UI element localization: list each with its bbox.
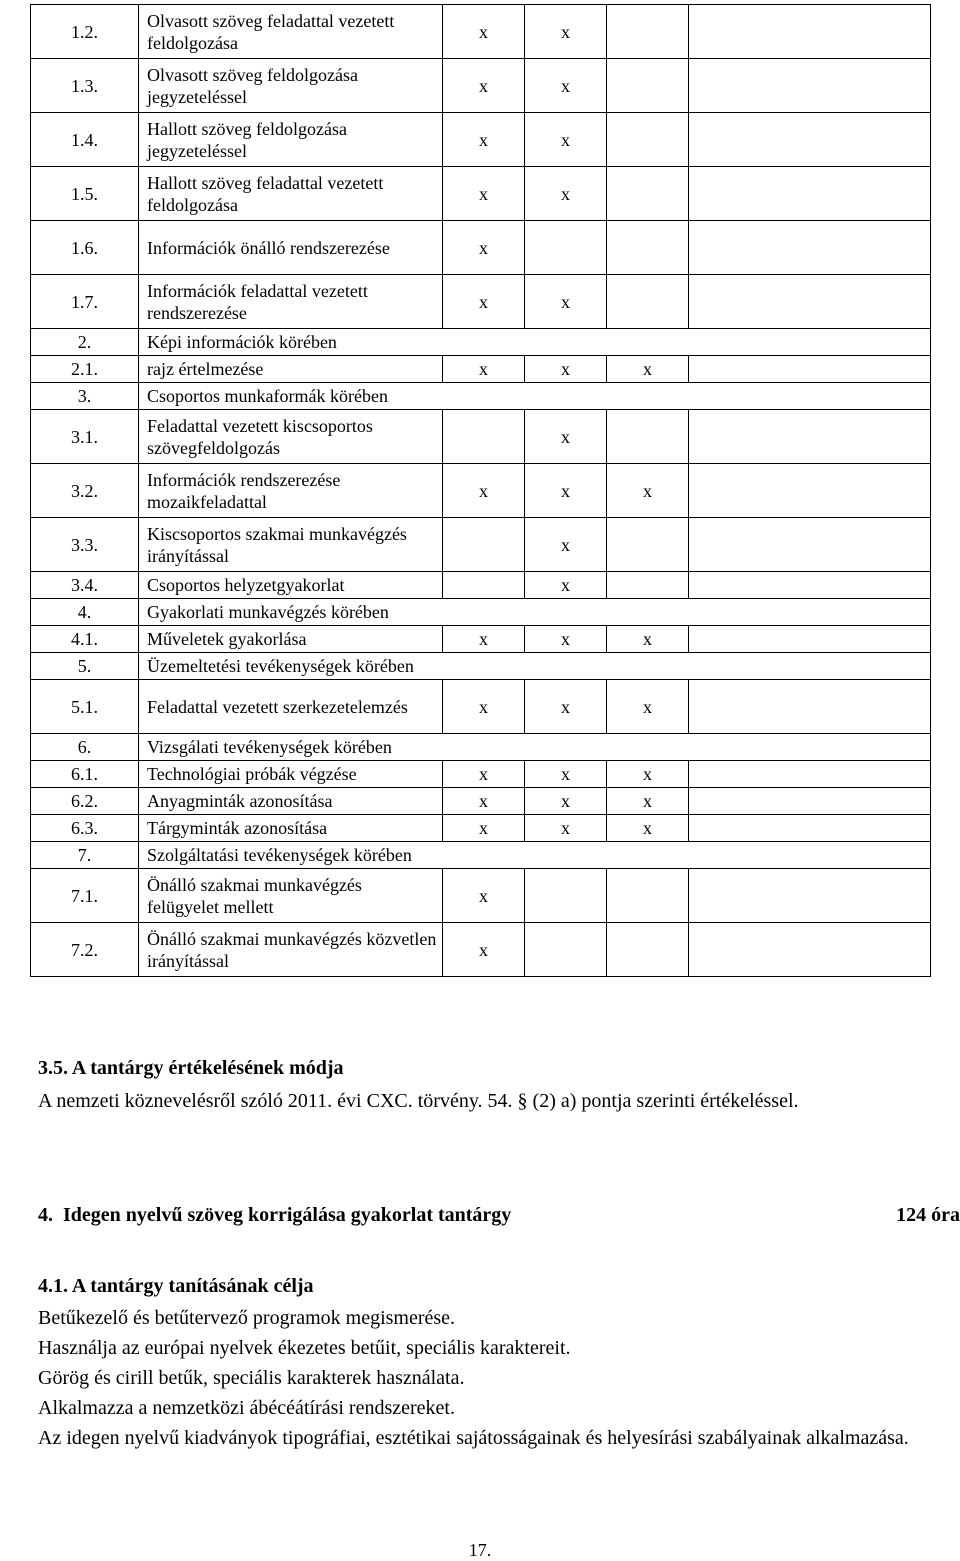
mark-cell: [607, 59, 689, 113]
row-number: 6.1.: [31, 761, 139, 788]
row-title: Hallott szöveg feladattal vezetett feldolgozása: [139, 167, 443, 221]
row-title: Olvasott szöveg feldolgozása jegyzeteléssel: [139, 59, 443, 113]
row-title: Információk rendszerezése mozaikfeladattal: [139, 464, 443, 518]
row-number: 3.4.: [31, 572, 139, 599]
section-3-5-heading: 3.5. A tantárgy értékelésének módja: [38, 1057, 344, 1079]
row-title: Technológiai próbák végzése: [139, 761, 443, 788]
mark-cell: [607, 518, 689, 572]
mark-cell: [525, 221, 607, 275]
mark-cell: [689, 5, 931, 59]
mark-cell: x: [525, 59, 607, 113]
goal-line: Betűkezelő és betűtervező programok megismerése.: [38, 1307, 456, 1329]
mark-cell: x: [525, 464, 607, 518]
mark-cell: [689, 356, 931, 383]
mark-cell: [689, 572, 931, 599]
mark-cell: [689, 923, 931, 977]
mark-cell: [443, 518, 525, 572]
table-row: [31, 464, 931, 518]
row-number: 3.1.: [31, 410, 139, 464]
row-number: 2.: [31, 329, 139, 356]
mark-cell: x: [443, 761, 525, 788]
mark-cell: x: [443, 788, 525, 815]
table-row: [31, 815, 931, 842]
mark-cell: x: [443, 275, 525, 329]
mark-cell: [607, 923, 689, 977]
mark-cell: [689, 410, 931, 464]
mark-cell: x: [607, 815, 689, 842]
row-number: 6.3.: [31, 815, 139, 842]
mark-cell: [607, 113, 689, 167]
row-title: Szolgáltatási tevékenységek körében: [139, 842, 931, 869]
row-title: Hallott szöveg feldolgozása jegyzeteléssel: [139, 113, 443, 167]
mark-cell: [689, 113, 931, 167]
mark-cell: [607, 5, 689, 59]
table-section-row: [31, 383, 931, 410]
activity-table: [30, 4, 931, 977]
row-title: Olvasott szöveg feladattal vezetett feldolgozása: [139, 5, 443, 59]
table-section-row: [31, 329, 931, 356]
row-number: 5.: [31, 653, 139, 680]
row-title: Anyagminták azonosítása: [139, 788, 443, 815]
row-number: 1.2.: [31, 5, 139, 59]
mark-cell: [689, 59, 931, 113]
row-number: 4.: [31, 599, 139, 626]
row-number: 5.1.: [31, 680, 139, 734]
row-title: Tárgyminták azonosítása: [139, 815, 443, 842]
mark-cell: [689, 680, 931, 734]
table-row: [31, 572, 931, 599]
mark-cell: [689, 275, 931, 329]
mark-cell: [689, 464, 931, 518]
row-title: Üzemeltetési tevékenységek körében: [139, 653, 931, 680]
table-row: [31, 275, 931, 329]
row-number: 1.6.: [31, 221, 139, 275]
row-title: Információk feladattal vezetett rendszerezése: [139, 275, 443, 329]
mark-cell: x: [443, 626, 525, 653]
table-row: [31, 113, 931, 167]
row-number: 6.: [31, 734, 139, 761]
mark-cell: x: [607, 464, 689, 518]
mark-cell: [689, 869, 931, 923]
mark-cell: x: [525, 5, 607, 59]
row-number: 7.2.: [31, 923, 139, 977]
mark-cell: x: [525, 788, 607, 815]
table-row: [31, 518, 931, 572]
mark-cell: x: [443, 356, 525, 383]
goal-line: Alkalmazza a nemzetközi ábécéátírási rendszereket.: [38, 1397, 455, 1419]
row-title: Képi információk körében: [139, 329, 931, 356]
mark-cell: x: [607, 356, 689, 383]
mark-cell: [525, 923, 607, 977]
mark-cell: x: [525, 680, 607, 734]
row-title: Csoportos helyzetgyakorlat: [139, 572, 443, 599]
row-number: 4.1.: [31, 626, 139, 653]
mark-cell: x: [443, 869, 525, 923]
table-row: [31, 5, 931, 59]
mark-cell: x: [525, 572, 607, 599]
mark-cell: x: [525, 815, 607, 842]
mark-cell: x: [443, 59, 525, 113]
mark-cell: x: [525, 167, 607, 221]
mark-cell: x: [443, 464, 525, 518]
row-number: 7.: [31, 842, 139, 869]
row-number: 3.3.: [31, 518, 139, 572]
mark-cell: [607, 572, 689, 599]
goal-line: Görög és cirill betűk, speciális karakterek használata.: [38, 1367, 465, 1389]
row-number: 1.4.: [31, 113, 139, 167]
mark-cell: x: [443, 680, 525, 734]
row-title: Vizsgálati tevékenységek körében: [139, 734, 931, 761]
table-section-row: [31, 653, 931, 680]
table-row: [31, 869, 931, 923]
mark-cell: x: [525, 113, 607, 167]
table-row: [31, 221, 931, 275]
mark-cell: x: [525, 626, 607, 653]
mark-cell: x: [443, 113, 525, 167]
row-title: Feladattal vezetett kiscsoportos szövegfeldolgozás: [139, 410, 443, 464]
mark-cell: x: [443, 167, 525, 221]
mark-cell: x: [607, 680, 689, 734]
page-number: 17.: [468, 1540, 492, 1560]
mark-cell: [607, 167, 689, 221]
table-row: [31, 167, 931, 221]
row-title: Csoportos munkaformák körében: [139, 383, 931, 410]
mark-cell: x: [525, 275, 607, 329]
mark-cell: x: [443, 5, 525, 59]
row-number: 3.2.: [31, 464, 139, 518]
table-section-row: [31, 599, 931, 626]
row-number: 3.: [31, 383, 139, 410]
table-row: [31, 680, 931, 734]
mark-cell: [689, 167, 931, 221]
section-4-heading-row: [38, 1204, 960, 1227]
goal-line: Az idegen nyelvű kiadványok tipográfiai, esztétikai sajátosságainak és helyesírási szabályainak alkalmazása.: [38, 1427, 909, 1449]
mark-cell: [607, 275, 689, 329]
mark-cell: [607, 410, 689, 464]
section-4-hours: 124 óra: [896, 1204, 960, 1226]
mark-cell: [689, 626, 931, 653]
row-number: 7.1.: [31, 869, 139, 923]
mark-cell: x: [443, 221, 525, 275]
row-title: Kiscsoportos szakmai munkavégzés irányítással: [139, 518, 443, 572]
table-section-row: [31, 842, 931, 869]
row-title: Információk önálló rendszerezése: [139, 221, 443, 275]
mark-cell: [607, 221, 689, 275]
table-row: [31, 410, 931, 464]
table-row: [31, 356, 931, 383]
row-title: Gyakorlati munkavégzés körében: [139, 599, 931, 626]
mark-cell: x: [607, 788, 689, 815]
mark-cell: [689, 761, 931, 788]
row-title: Önálló szakmai munkavégzés felügyelet mellett: [139, 869, 443, 923]
section-4-heading: 4. Idegen nyelvű szöveg korrigálása gyakorlat tantárgy: [38, 1204, 512, 1226]
table-row: [31, 626, 931, 653]
mark-cell: [689, 815, 931, 842]
table-section-row: [31, 734, 931, 761]
mark-cell: [607, 869, 689, 923]
section-4-1-lines: [38, 1303, 960, 1453]
table-row: [31, 761, 931, 788]
mark-cell: x: [525, 761, 607, 788]
mark-cell: x: [525, 518, 607, 572]
mark-cell: [525, 869, 607, 923]
section-3-5-text: A nemzeti köznevelésről szóló 2011. évi CXC. törvény. 54. § (2) a) pontja szerinti értékeléssel.: [38, 1090, 799, 1112]
row-number: 2.1.: [31, 356, 139, 383]
mark-cell: x: [607, 626, 689, 653]
mark-cell: x: [443, 923, 525, 977]
row-number: 1.3.: [31, 59, 139, 113]
goal-line: Használja az európai nyelvek ékezetes betűit, speciális karaktereit.: [38, 1337, 571, 1359]
table-row: [31, 923, 931, 977]
row-number: 6.2.: [31, 788, 139, 815]
row-number: 1.5.: [31, 167, 139, 221]
table-row: [31, 788, 931, 815]
table-row: [31, 59, 931, 113]
mark-cell: [689, 788, 931, 815]
mark-cell: x: [525, 356, 607, 383]
row-number: 1.7.: [31, 275, 139, 329]
row-title: Műveletek gyakorlása: [139, 626, 443, 653]
mark-cell: [689, 221, 931, 275]
mark-cell: [443, 572, 525, 599]
mark-cell: x: [525, 410, 607, 464]
row-title: Feladattal vezetett szerkezetelemzés: [139, 680, 443, 734]
mark-cell: [443, 410, 525, 464]
mark-cell: [689, 518, 931, 572]
row-title: rajz értelmezése: [139, 356, 443, 383]
row-title: Önálló szakmai munkavégzés közvetlen irányítással: [139, 923, 443, 977]
mark-cell: x: [443, 815, 525, 842]
section-4-1-heading: 4.1. A tantárgy tanításának célja: [38, 1275, 314, 1297]
mark-cell: x: [607, 761, 689, 788]
